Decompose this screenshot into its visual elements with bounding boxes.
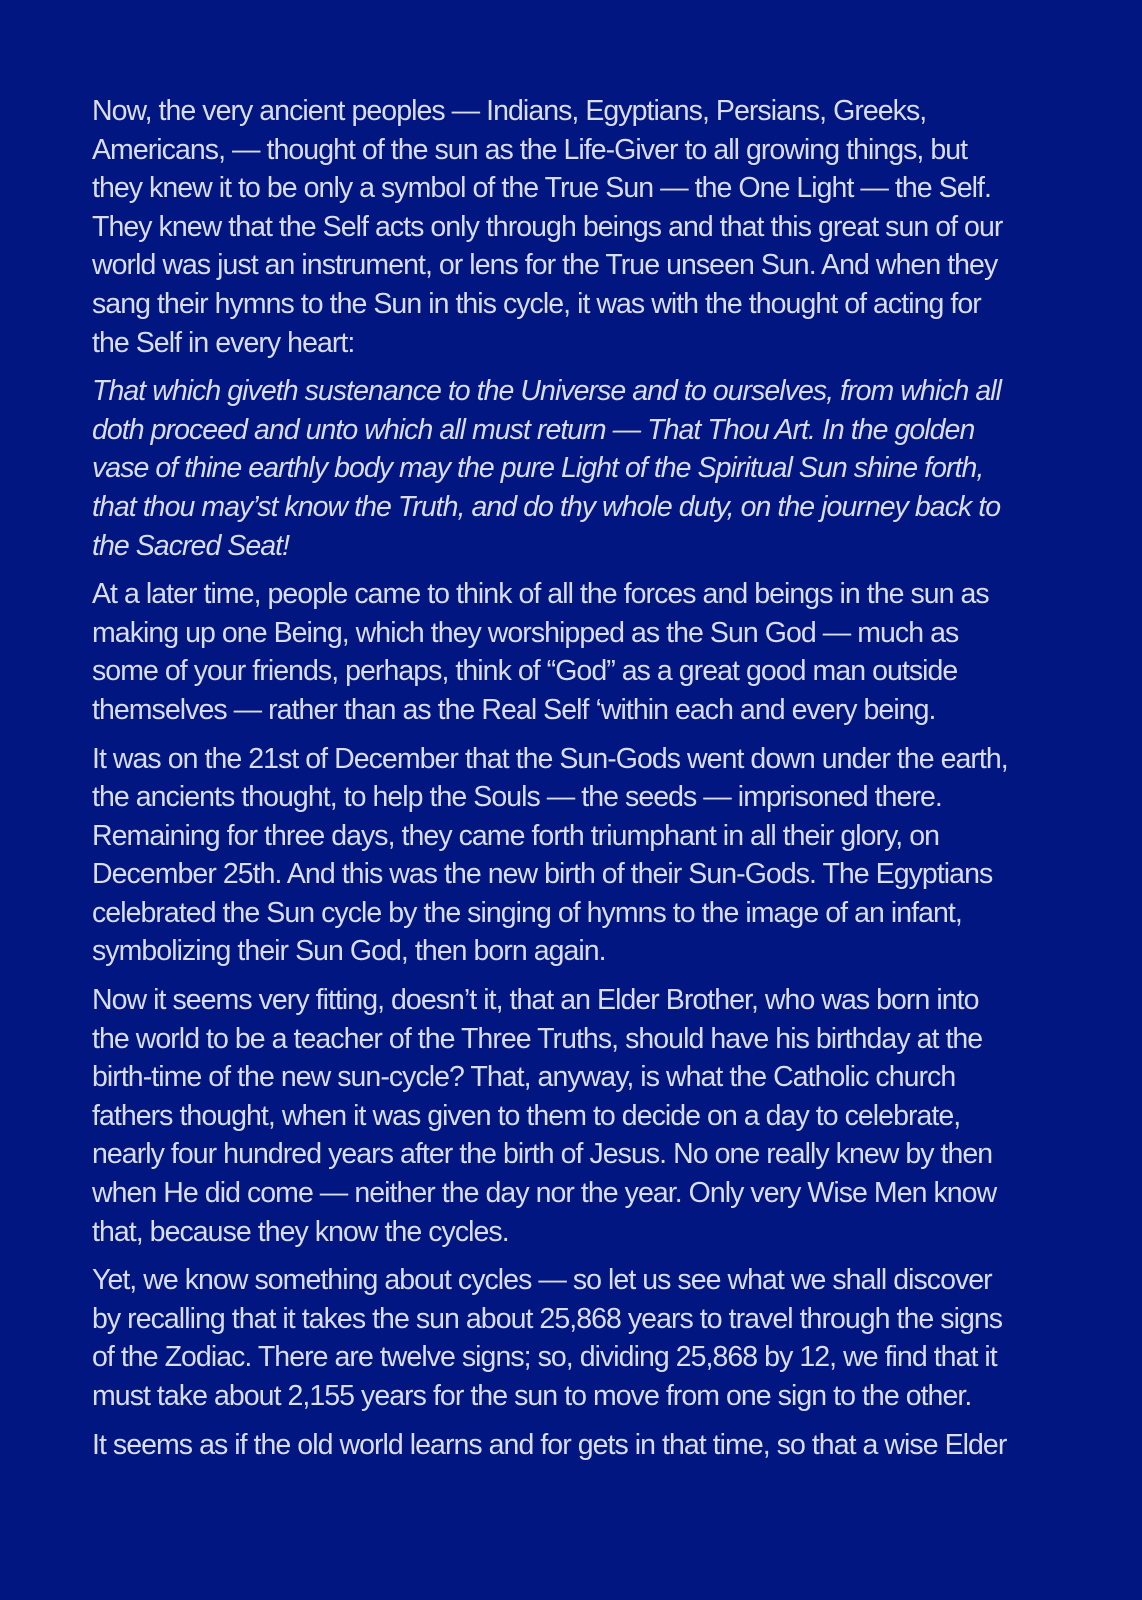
paragraph-december-21: It was on the 21st of December that the Sun-Gods went down under the earth, the ancients thought, to help the Souls — the seeds — imprisoned there. Remaining for three days, they came forth triumphant in all their glory, on December 25th. And this was the new birth of their Sun-Gods. The Egyptians celebrated the Sun cycle by the singing of hymns to the image of an infant, symbolizing their Sun God, then born again. [92, 742, 1008, 968]
paragraph-sun-god: At a later time, people came to think of all the forces and beings in the sun as making up one Being, which they worshipped as the Sun God — much as some of your friends, perhaps, think of “God” as a great good man outside themselves — rather than as the Real Self ‘within each and every being. [92, 578, 989, 726]
page-body [92, 92, 1092, 1474]
paragraph-elder-brother: Now it seems very fitting, doesn’t it, that an Elder Brother, who was born into the world to be a teacher of the Three Truths, should have his birthday at the birth-time of the new sun-cycle? That, anyway, is what the Catholic church fathers thought, when it was given to them to decide on a day to celebrate, nearly four hundred years after the birth of Jesus. No one really knew by then when He did come — neither the day nor the year. Only very Wise Men know that, because they know the cycles. [92, 984, 997, 1248]
paragraph-old-world: It seems as if the old world learns and for gets in that time, so that a wise Elder [92, 1428, 1007, 1461]
paragraph-zodiac-cycles: Yet, we know something about cycles — so let us see what we shall discover by recalling that it takes the sun about 25,868 years to travel through the signs of the Zodiac. There are twelve signs; so, dividing 25,868 by 12, we find that it must take about 2,155 years for the sun to move from one sign to the other. [92, 1264, 1003, 1412]
paragraph-ancient-peoples: Now, the very ancient peoples — Indians, Egyptians, Persians, Greeks, Americans, — thought of the sun as the Life-Giver to all growing things, but they knew it to be only a symbol of the True Sun — the One Light — the Self. They knew that the Self acts only through beings and that this great sun of our world was just an instrument, or lens for the True unseen Sun. And when they sang their hymns to the Sun in this cycle, it was with the thought of acting for the Self in every heart: [92, 95, 1003, 359]
paragraph-hymn-quote: That which giveth sustenance to the Universe and to ourselves, from which all doth proceed and unto which all must return — That Thou Art. In the golden vase of thine earthly body may the pure Light of the Spiritual Sun shine forth, that thou may’st know the Truth, and do thy whole duty, on the journey back to the Sacred Seat! [92, 375, 1002, 562]
